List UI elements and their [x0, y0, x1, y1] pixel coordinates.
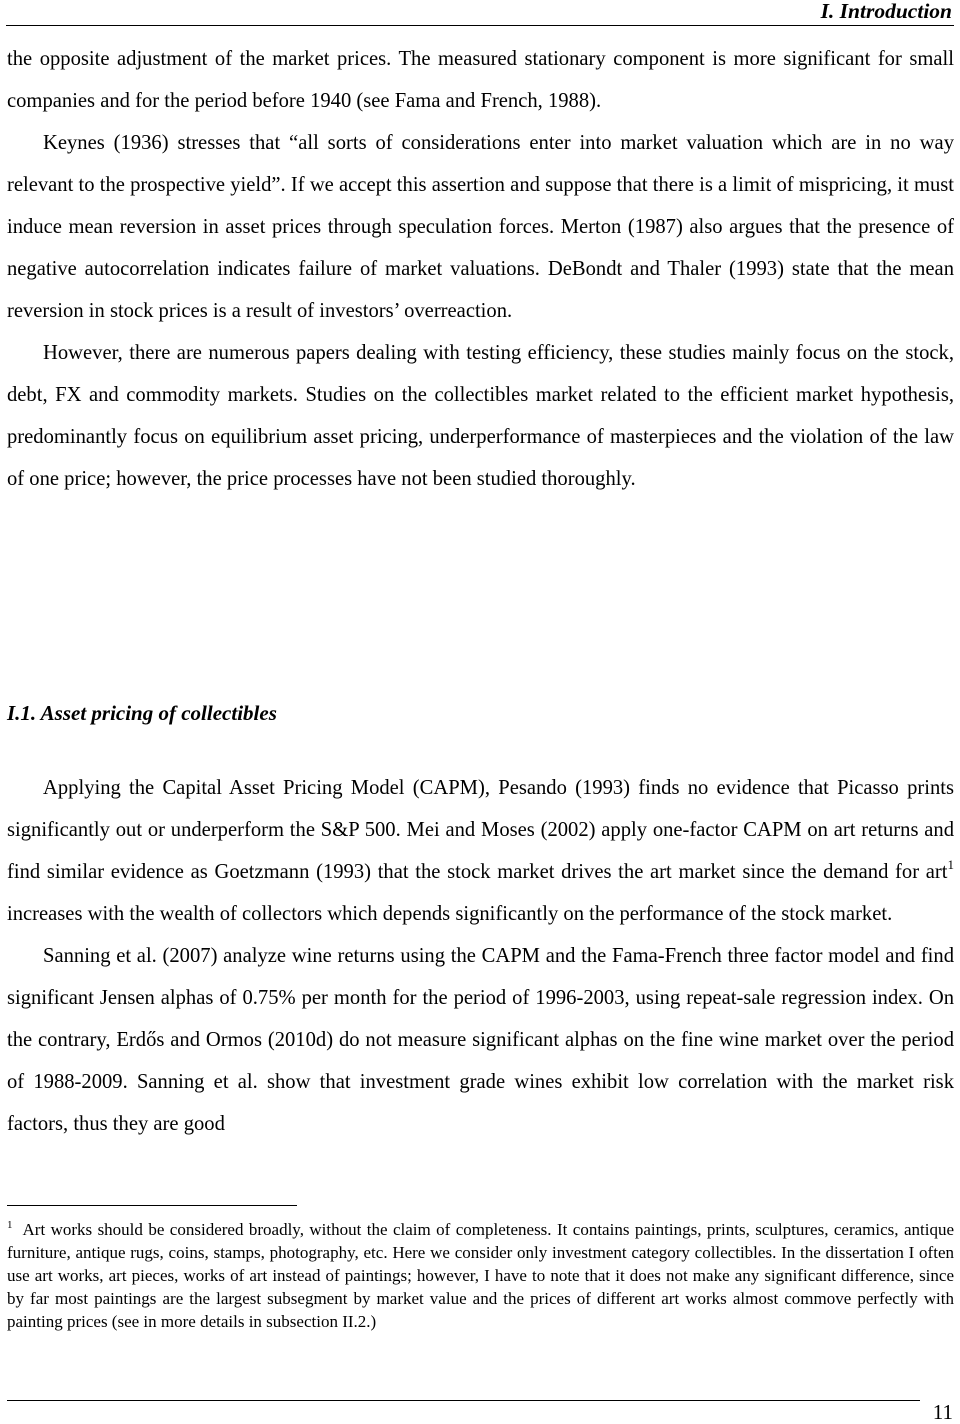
- page-number: 11: [932, 1400, 953, 1424]
- footnote: [7, 1218, 954, 1333]
- section-heading: I.1. Asset pricing of collectibles: [7, 701, 277, 725]
- footnote-text: Art works should be considered broadly, without the claim of completeness. It contains paintings, prints, sculptures, ceramics, antique furniture, antique rugs, coins, stamps, photography, etc. Here we consider only investment category collectibles. In the dissertation I often use art works, art pieces, works of art instead of paintings; however, I have to note that it does not make any significant difference, since by far most paintings are the largest subsegment by market value and the prices of different art works almost commove perfectly with painting prices (see in more details in subsection II.2.): [7, 1220, 954, 1332]
- paragraph-wine-returns: Sanning et al. (2007) analyze wine returns using the CAPM and the Fama-French three factor model and find significant Jensen alphas of 0.75% per month for the period of 1996-2003, using repeat-sale regression index. On the contrary, Erdős and Ormos (2010d) do not measure significant alphas on the fine wine market over the period of 1988-2009. Sanning et al. show that investment grade wines exhibit low correlation with the market risk factors, thus they are good: [7, 945, 954, 1135]
- paragraph-efficiency-studies: However, there are numerous papers dealing with testing efficiency, these studies mainly focus on the stock, debt, FX and commodity markets. Studies on the collectibles market related to the efficient market hypothesis, predominantly focus on equilibrium asset pricing, underperformance of masterpieces and the violation of the law of one price; however, the price processes have not been studied thoroughly.: [7, 342, 954, 490]
- header-rule: [6, 25, 954, 26]
- paragraph-continued: the opposite adjustment of the market prices. The measured stationary component is more significant for small companies and for the period before 1940 (see Fama and French, 1988).: [7, 48, 954, 112]
- paragraph-capm: [7, 767, 954, 935]
- section-body-text: [7, 767, 954, 1145]
- footnote-marker: 1: [7, 1219, 13, 1231]
- running-head: I. Introduction: [820, 0, 952, 23]
- paragraph-capm-text-b: increases with the wealth of collectors which depends significantly on the performance of the stock market.: [7, 903, 893, 925]
- paragraph-capm-text-a: Applying the Capital Asset Pricing Model (CAPM), Pesando (1993) finds no evidence that Picasso prints significantly out or underperform the S&P 500. Mei and Moses (2002) apply one-factor CAPM on art returns and find similar evidence as Goetzmann (1993) that the stock market drives the art market since the demand for art: [7, 777, 954, 883]
- body-text: [7, 38, 954, 500]
- footnote-reference: 1: [947, 857, 954, 872]
- paragraph-keynes: Keynes (1936) stresses that “all sorts of considerations enter into market valuation which are in no way relevant to the prospective yield”. If we accept this assertion and suppose that there is a limit of mispricing, it must induce mean reversion in asset prices through speculation forces. Merton (1987) also argues that the presence of negative autocorrelation indicates failure of market valuations. DeBondt and Thaler (1993) state that the mean reversion in stock prices is a result of investors’ overreaction.: [7, 132, 954, 322]
- footnote-separator: [7, 1205, 297, 1206]
- footer-rule: [7, 1400, 920, 1401]
